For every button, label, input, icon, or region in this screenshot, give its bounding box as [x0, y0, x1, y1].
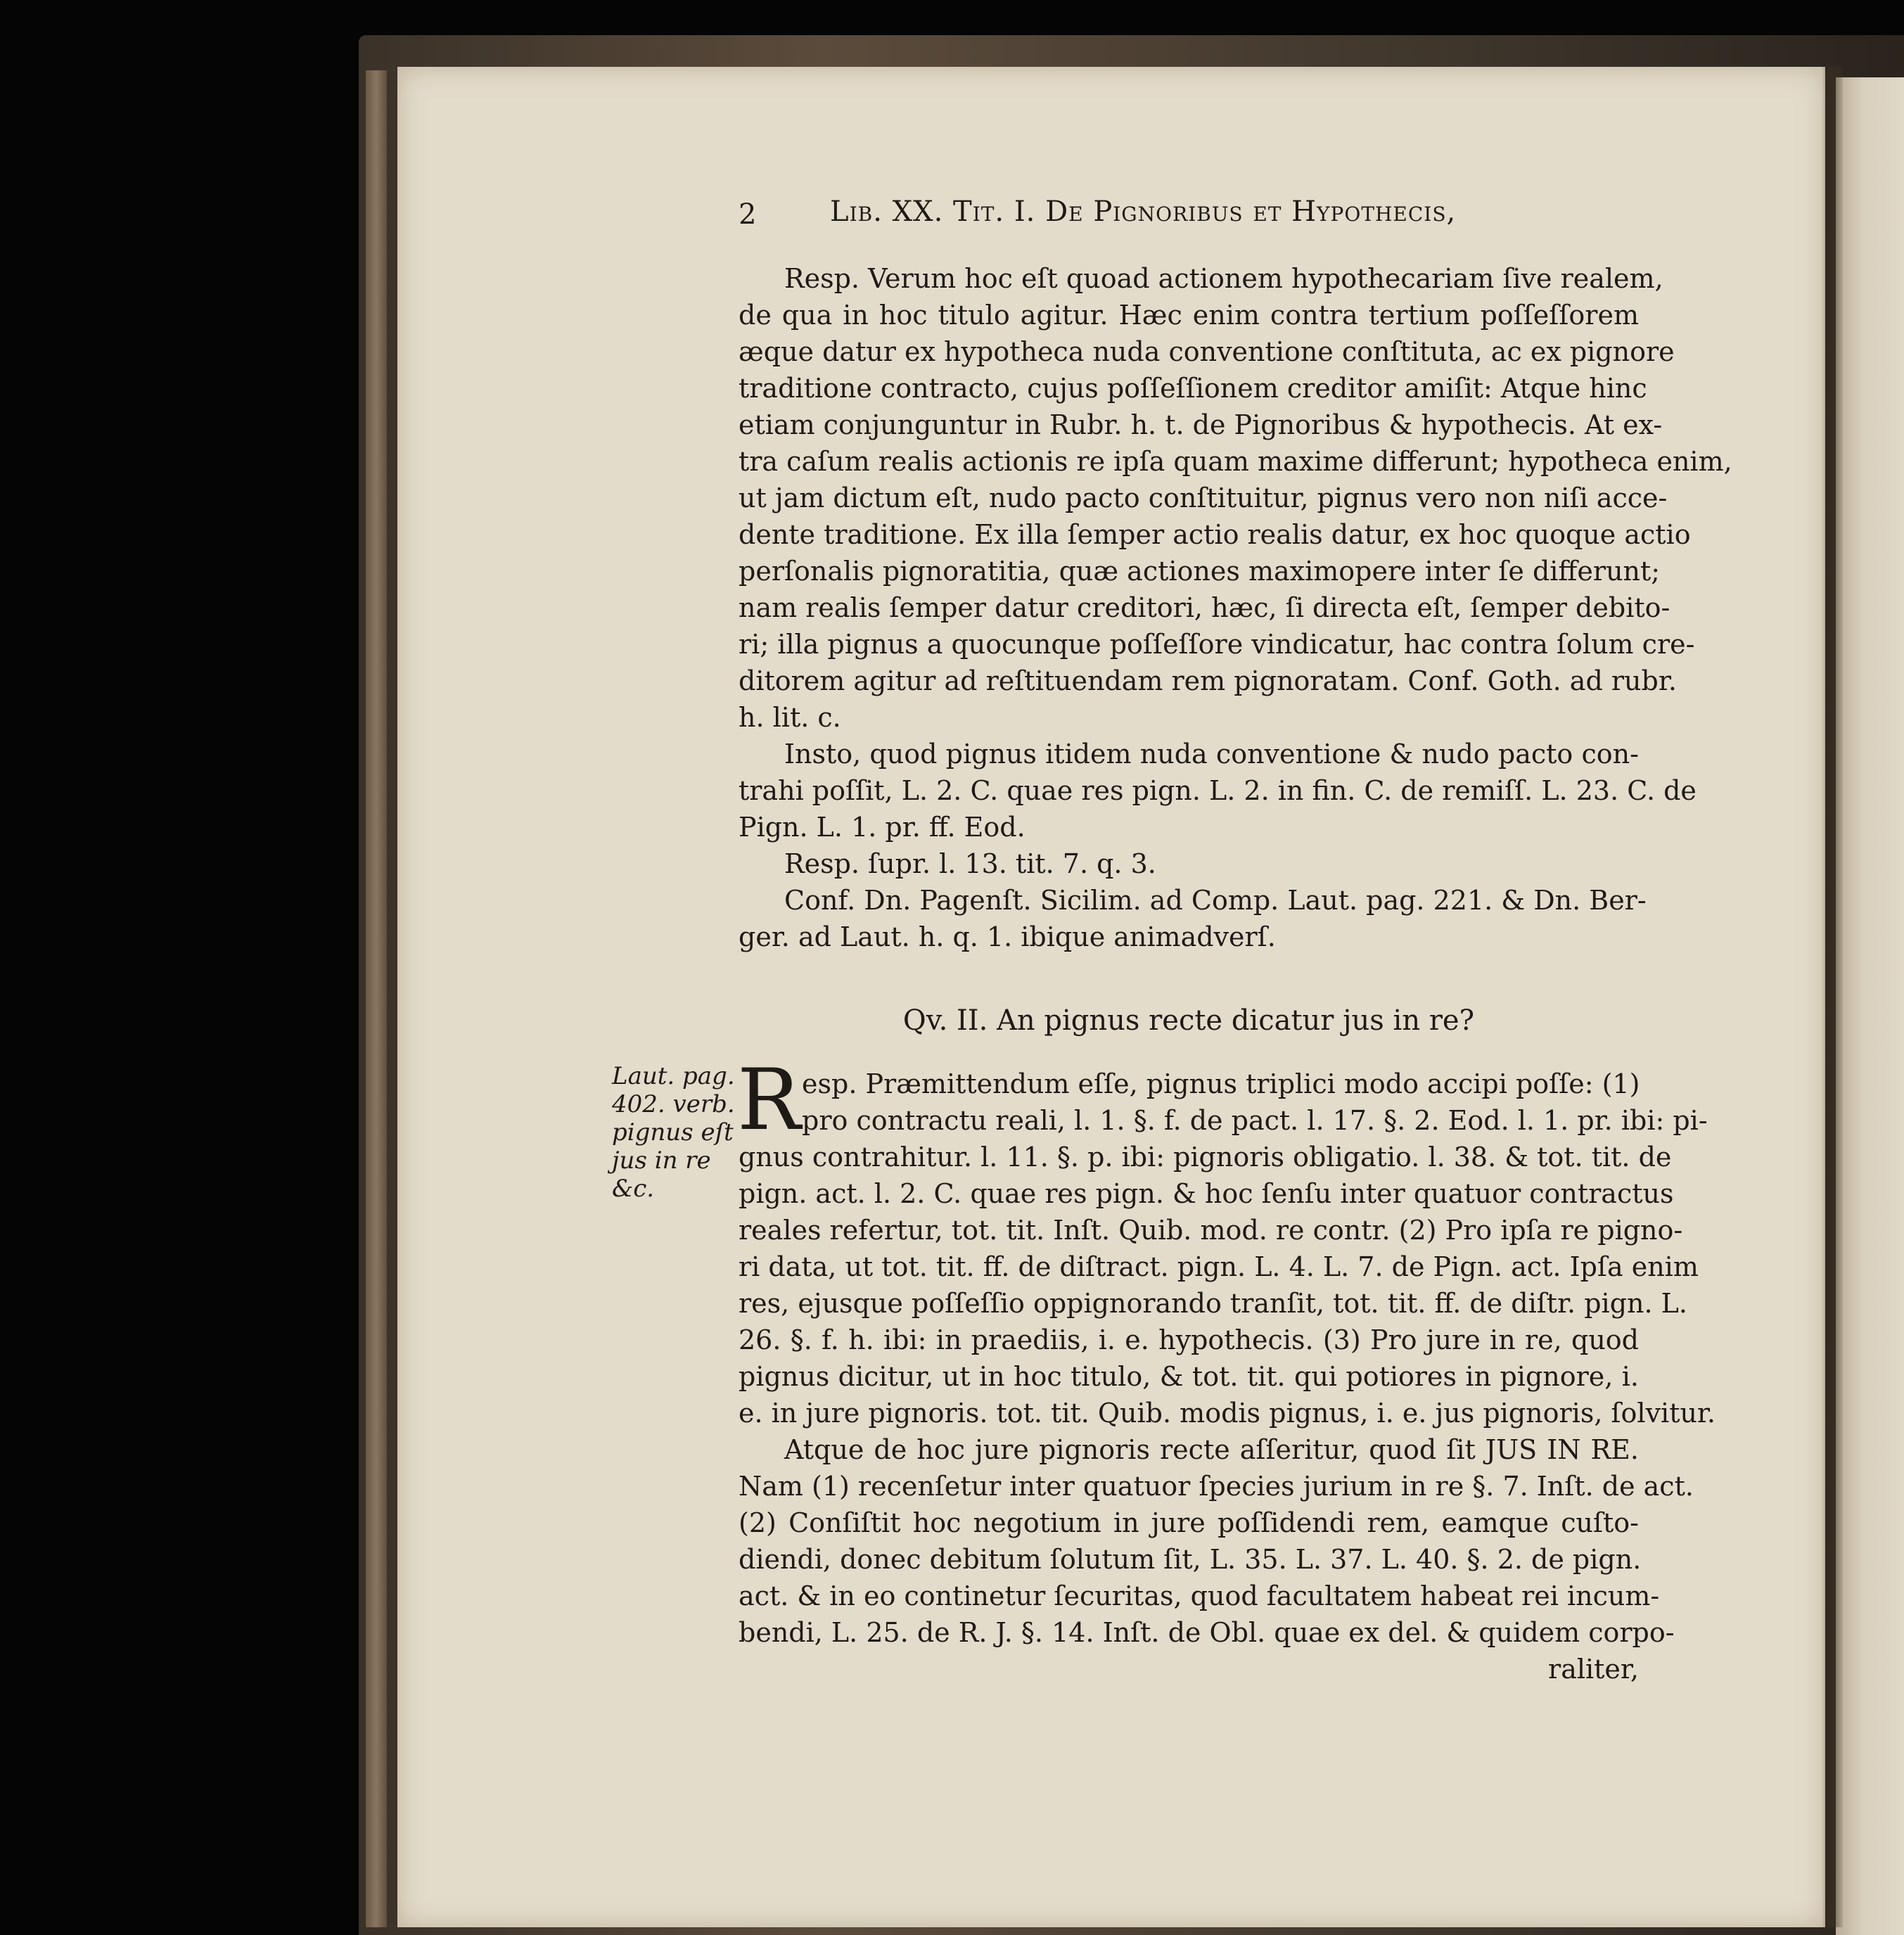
text-line: act. & in eo continetur ſecuritas, quod facultatem habeat rei incum- — [739, 1580, 1660, 1611]
marginal-note — [612, 1062, 739, 1203]
text-line: 26. §. f. h. ibi: in praediis, i. e. hypothecis. (3) Pro jure in re, quod — [739, 1324, 1639, 1355]
catchword: raliter, — [1548, 1654, 1639, 1685]
text-line: Resp. ſupr. l. 13. tit. 7. q. 3. — [784, 848, 1156, 879]
text-line: etiam conjunguntur in Rubr. h. t. de Pignoribus & hypothecis. At ex- — [739, 409, 1663, 440]
text-line: Nam (1) recenſetur inter quatuor ſpecies jurium in re §. 7. Inſt. de act. — [739, 1471, 1694, 1502]
text-line: bendi, L. 25. de R. J. §. 14. Inſt. de Obl. quae ex del. & quidem corpo- — [739, 1617, 1675, 1648]
text-line: ri data, ut tot. tit. ff. de diſtract. pign. L. 4. L. 7. de Pign. act. Ipſa enim — [739, 1251, 1699, 1282]
text-line: dente traditione. Ex illa ſemper actio realis datur, ex hoc quoque actio — [739, 519, 1691, 550]
text-line: res, ejusque poſſeſſio oppignorando tranſit, tot. tit. ff. de diſtr. pign. L. — [739, 1288, 1687, 1319]
text-line: nam realis ſemper datur creditori, hæc, ſi directa eſt, ſemper debito- — [739, 592, 1670, 623]
text-line: Resp. Verum hoc eſt quoad actionem hypothecariam ſive realem, — [784, 263, 1663, 294]
text-line: ger. ad Laut. h. q. 1. ibique animadverſ. — [739, 921, 1276, 952]
text-line: de qua in hoc titulo agitur. Hæc enim contra tertium poſſeſſorem — [739, 300, 1639, 331]
marginal-note-line: jus in re — [612, 1147, 711, 1175]
text-line: trahi poſſit, L. 2. C. quae res pign. L. 2. in fin. C. de remiſſ. L. 23. C. de — [739, 775, 1697, 806]
text-line: Conf. Dn. Pagenſt. Sicilim. ad Comp. Laut. pag. 221. & Dn. Ber- — [784, 885, 1647, 916]
text-line: h. lit. c. — [739, 702, 841, 733]
text-line: ri; illa pignus a quocunque poſſeſſore vindicatur, hac contra ſolum cre- — [739, 629, 1695, 660]
text-line: reales refertur, tot. tit. Inſt. Quib. mod. re contr. (2) Pro ipſa re pigno- — [739, 1215, 1683, 1246]
text-line: esp. Præmittendum eſſe, pignus triplici modo accipi poſſe: (1) — [802, 1068, 1640, 1099]
page-number: 2 — [739, 198, 757, 231]
marginal-note-line: 402. verb. — [612, 1090, 735, 1118]
text-line: pignus dicitur, ut in hoc titulo, & tot. tit. qui potiores in pignore, i. — [739, 1361, 1639, 1392]
drop-capital: R — [737, 1052, 801, 1149]
text-line: e. in jure pignoris. tot. tit. Quib. modis pignus, i. e. jus pignoris, ſolvitur. — [739, 1398, 1716, 1429]
text-line: ditorem agitur ad reſtituendam rem pignoratam. Conf. Goth. ad rubr. — [739, 665, 1677, 696]
text-line: gnus contrahitur. l. 11. §. p. ibi: pignoris obligatio. l. 38. & tot. tit. de — [739, 1142, 1672, 1173]
text-line: (2) Conſiſtit hoc negotium in jure poſſidendi rem, eamque cuſto- — [739, 1507, 1639, 1538]
marginal-note-line: pignus eſt — [612, 1118, 734, 1147]
text-line: æque datur ex hypotheca nuda conventione conſtituta, ac ex pignore — [739, 336, 1675, 367]
text-line: Atque de hoc jure pignoris recte aſſeritur, quod ſit JUS IN RE. — [784, 1434, 1639, 1465]
text-line: Pign. L. 1. pr. ff. Eod. — [739, 812, 1026, 843]
text-line: Insto, quod pignus itidem nuda conventione & nudo pacto con- — [784, 739, 1639, 769]
facing-page-edge — [1836, 77, 1904, 1935]
text-line: traditione contracto, cujus poſſeſſionem creditor amiſit: Atque hinc — [739, 373, 1647, 404]
text-line: diendi, donec debitum ſolutum ſit, L. 35. L. 37. L. 40. §. 2. de pign. — [739, 1544, 1642, 1575]
page-gutter — [1822, 67, 1843, 1927]
running-header: Lib. XX. Tit. I. De Pignoribus et Hypothecis, — [830, 196, 1457, 228]
marginal-note-line: &c. — [612, 1175, 655, 1203]
marginal-note-line: Laut. pag. — [612, 1062, 735, 1090]
text-line: pign. act. l. 2. C. quae res pign. & hoc ſenſu inter quatuor contractus — [739, 1178, 1674, 1209]
book-spine-edge — [366, 70, 387, 1927]
text-line: pro contractu reali, l. 1. §. f. de pact. l. 17. §. 2. Eod. l. 1. pr. ibi: pi- — [802, 1105, 1708, 1136]
text-line: ut jam dictum eſt, nudo pacto conſtituitur, pignus vero non niſi acce- — [739, 483, 1668, 513]
text-line: perſonalis pignoratitia, quæ actiones maximopere inter ſe differunt; — [739, 556, 1661, 587]
question-heading: Qv. II. An pignus recte dicatur jus in re? — [902, 1004, 1475, 1037]
text-line: tra caſum realis actionis re ipſa quam maxime differunt; hypotheca enim, — [739, 446, 1732, 477]
